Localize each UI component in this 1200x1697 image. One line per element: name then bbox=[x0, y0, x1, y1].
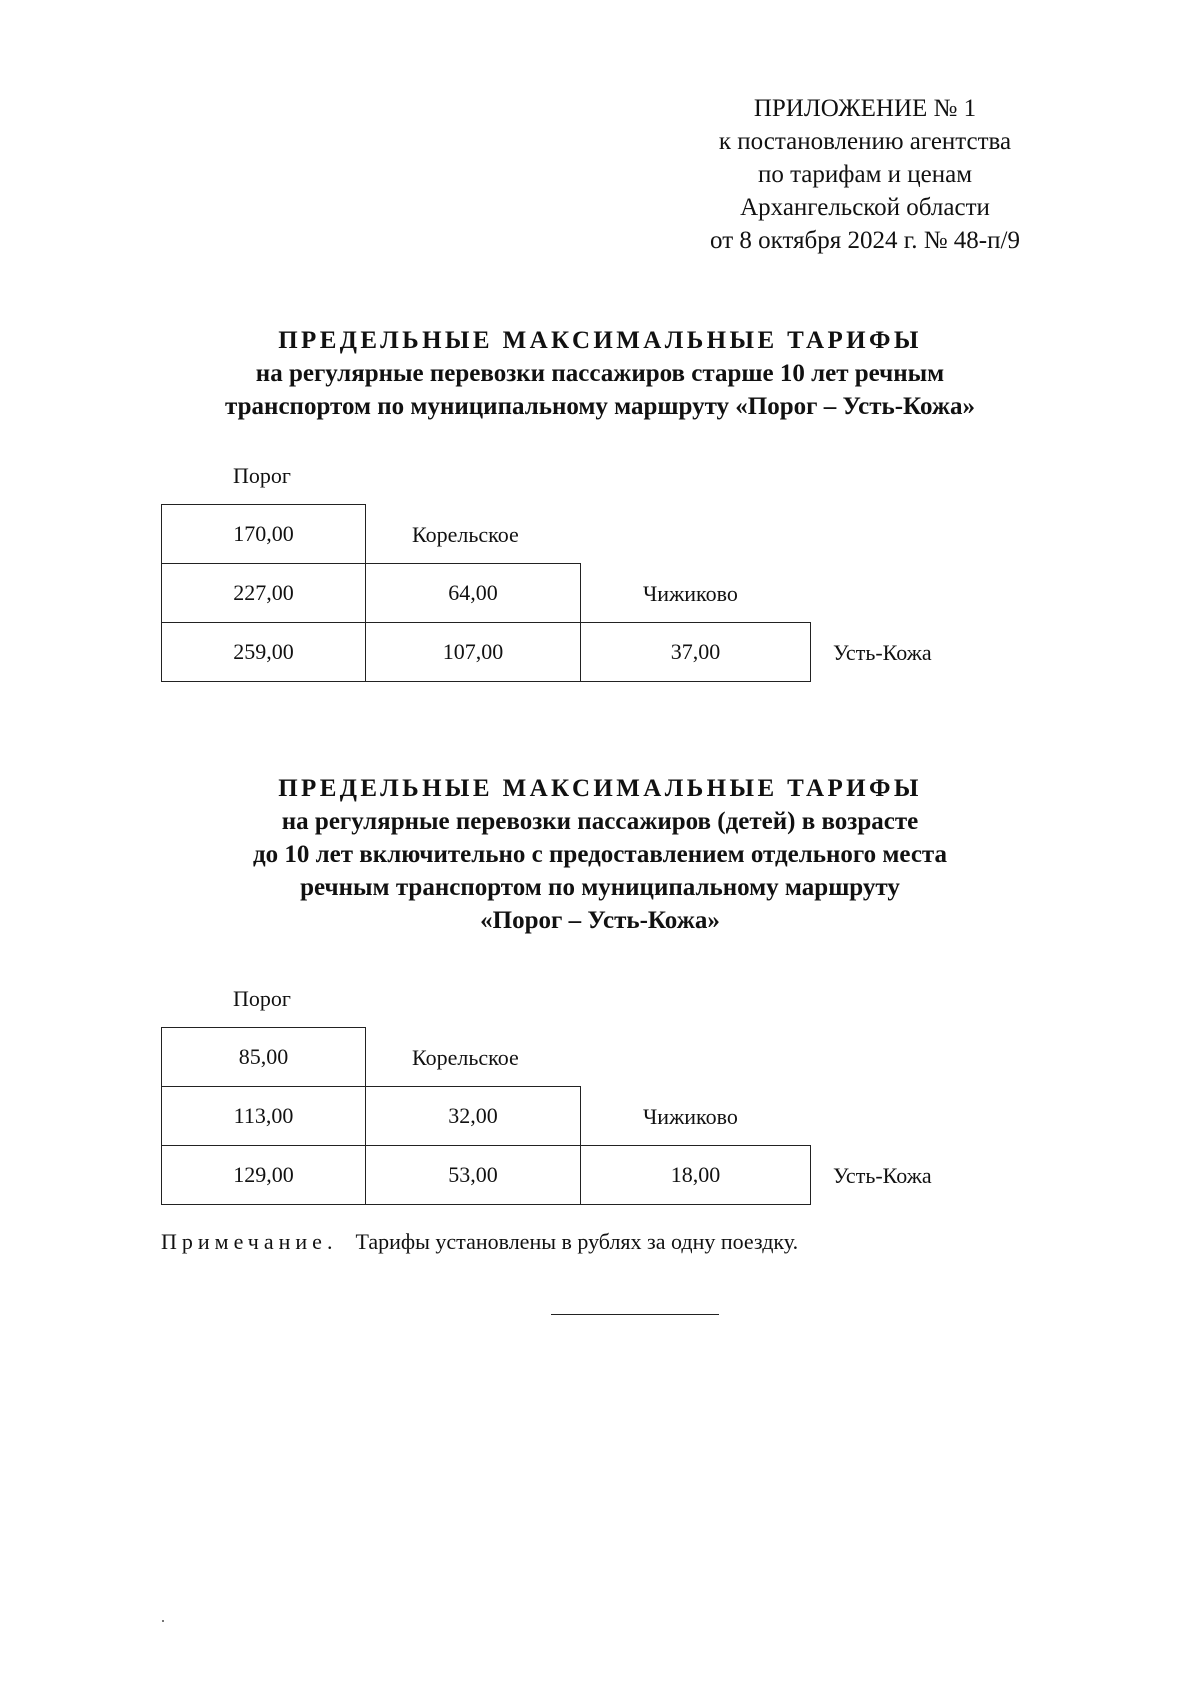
note-label: Примечание. bbox=[161, 1229, 338, 1254]
appendix-number: ПРИЛОЖЕНИЕ № 1 bbox=[753, 95, 977, 122]
stop-label-chizhikovo: Чижиково bbox=[643, 1104, 738, 1129]
child-subtitle-line: на регулярные перевозки пассажиров (детей) в возрасте bbox=[281, 808, 919, 835]
fare-cell: 170,00 bbox=[161, 504, 366, 564]
adult-subtitle-line: на регулярные перевозки пассажиров старше 10 лет речным bbox=[255, 360, 945, 387]
appendix-date-number: от 8 октября 2024 г. № 48-п/9 bbox=[710, 227, 1020, 254]
child-subtitle-line: до 10 лет включительно с предоставлением отдельного места bbox=[253, 841, 947, 868]
child-tariff-title bbox=[100, 772, 1100, 937]
note-text: Тарифы установлены в рублях за одну поездку. bbox=[355, 1229, 799, 1254]
appendix-line-3: по тарифам и ценам bbox=[757, 161, 973, 188]
scan-speck bbox=[162, 1620, 164, 1622]
appendix-line-4: Архангельской области bbox=[740, 194, 990, 221]
fare-cell: 37,00 bbox=[580, 622, 811, 682]
appendix-line-2: к постановлению агентства bbox=[718, 128, 1012, 155]
child-subtitle-line: «Порог – Усть-Кожа» bbox=[480, 907, 720, 934]
closing-rule bbox=[551, 1314, 719, 1315]
stop-label-korelskoe: Корельское bbox=[412, 522, 519, 547]
adult-tariff-title bbox=[100, 324, 1100, 423]
adult-title-main: ПРЕДЕЛЬНЫЕ МАКСИМАЛЬНЫЕ ТАРИФЫ bbox=[278, 327, 922, 354]
fare-cell: 129,00 bbox=[161, 1145, 366, 1205]
fare-cell: 259,00 bbox=[161, 622, 366, 682]
fare-cell: 113,00 bbox=[161, 1086, 366, 1146]
fare-cell: 107,00 bbox=[365, 622, 581, 682]
appendix-header bbox=[660, 92, 1070, 257]
stop-label-ust-kozha: Усть-Кожа bbox=[833, 640, 932, 665]
child-subtitle-line: речным транспортом по муниципальному маршруту bbox=[300, 874, 900, 901]
stop-label-ust-kozha: Усть-Кожа bbox=[833, 1163, 932, 1188]
fare-cell: 18,00 bbox=[580, 1145, 811, 1205]
fare-cell: 85,00 bbox=[161, 1027, 366, 1087]
note bbox=[161, 1228, 798, 1256]
fare-cell: 53,00 bbox=[365, 1145, 581, 1205]
stop-label-korelskoe: Корельское bbox=[412, 1045, 519, 1070]
stop-label-porog: Порог bbox=[233, 986, 291, 1011]
child-title-main: ПРЕДЕЛЬНЫЕ МАКСИМАЛЬНЫЕ ТАРИФЫ bbox=[278, 775, 922, 802]
fare-cell: 64,00 bbox=[365, 563, 581, 623]
adult-subtitle-line: транспортом по муниципальному маршруту «Порог – Усть-Кожа» bbox=[225, 393, 975, 420]
fare-cell: 227,00 bbox=[161, 563, 366, 623]
fare-cell: 32,00 bbox=[365, 1086, 581, 1146]
stop-label-chizhikovo: Чижиково bbox=[643, 581, 738, 606]
stop-label-porog: Порог bbox=[233, 463, 291, 488]
